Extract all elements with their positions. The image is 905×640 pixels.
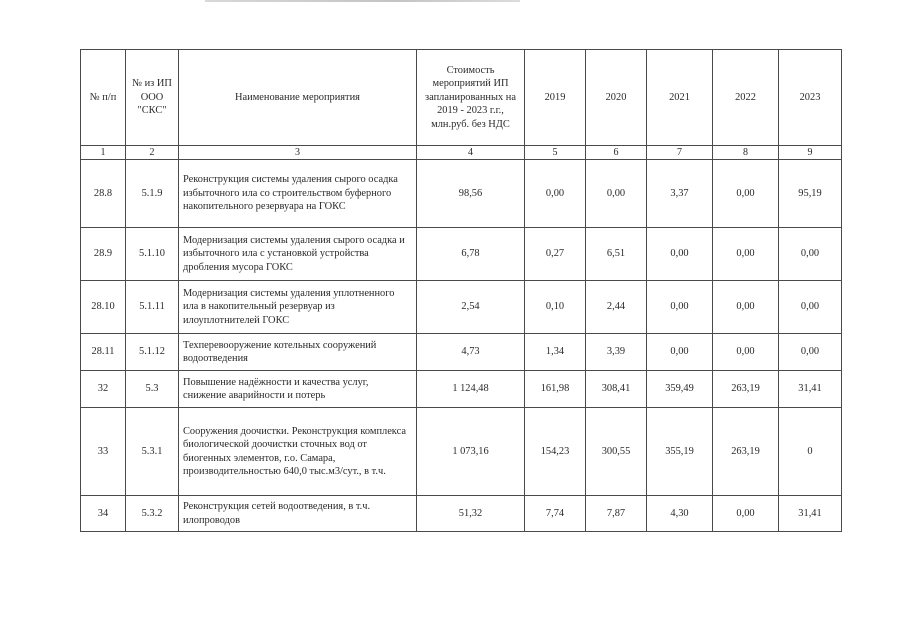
row-2020: 6,51 [586, 228, 647, 281]
row-ip: 5.1.9 [126, 160, 179, 228]
row-cost: 98,56 [417, 160, 525, 228]
row-name: Повышение надёжности и качества услуг, снижение аварийности и потерь [179, 371, 417, 408]
row-2023: 31,41 [779, 371, 842, 408]
row-2020: 7,87 [586, 496, 647, 532]
row-2022: 0,00 [713, 334, 779, 371]
row-2022: 0,00 [713, 228, 779, 281]
row-2023: 31,41 [779, 496, 842, 532]
column-index-row [81, 146, 842, 160]
row-ip: 5.1.10 [126, 228, 179, 281]
header-ip-num: № из ИП ООО "СКС" [126, 50, 179, 146]
row-2019: 161,98 [525, 371, 586, 408]
row-num: 28.8 [81, 160, 126, 228]
table-row [81, 408, 842, 496]
header-2022: 2022 [713, 50, 779, 146]
row-cost: 2,54 [417, 281, 525, 334]
row-2019: 1,34 [525, 334, 586, 371]
row-name: Модернизация системы удаления сырого осадка и избыточного ила с установкой устройства дробления мусора ГОКС [179, 228, 417, 281]
row-name: Реконструкция системы удаления сырого осадка избыточного ила со строительством буферного накопительного резервуара на ГОКС [179, 160, 417, 228]
index-cell: 6 [586, 146, 647, 160]
row-num: 34 [81, 496, 126, 532]
index-cell: 5 [525, 146, 586, 160]
row-2020: 0,00 [586, 160, 647, 228]
row-2023: 0 [779, 408, 842, 496]
table-row [81, 281, 842, 334]
header-cost: Стоимость мероприятий ИП запланированных на 2019 - 2023 г.г., млн.руб. без НДС [417, 50, 525, 146]
table-row [81, 160, 842, 228]
index-cell: 3 [179, 146, 417, 160]
index-cell: 1 [81, 146, 126, 160]
header-2019: 2019 [525, 50, 586, 146]
row-2021: 0,00 [647, 334, 713, 371]
row-cost: 1 124,48 [417, 371, 525, 408]
row-2023: 95,19 [779, 160, 842, 228]
index-cell: 9 [779, 146, 842, 160]
row-2020: 2,44 [586, 281, 647, 334]
row-2021: 359,49 [647, 371, 713, 408]
row-2022: 0,00 [713, 160, 779, 228]
table-row [81, 371, 842, 408]
row-2022: 0,00 [713, 496, 779, 532]
table-row [81, 228, 842, 281]
row-ip: 5.1.12 [126, 334, 179, 371]
row-ip: 5.3 [126, 371, 179, 408]
row-2023: 0,00 [779, 281, 842, 334]
investment-program-table [80, 49, 842, 532]
row-2020: 308,41 [586, 371, 647, 408]
index-cell: 4 [417, 146, 525, 160]
row-num: 32 [81, 371, 126, 408]
header-2021: 2021 [647, 50, 713, 146]
header-2023: 2023 [779, 50, 842, 146]
row-cost: 4,73 [417, 334, 525, 371]
row-2021: 3,37 [647, 160, 713, 228]
scan-edge-line [205, 0, 520, 2]
table-row [81, 496, 842, 532]
row-num: 28.10 [81, 281, 126, 334]
row-2023: 0,00 [779, 228, 842, 281]
table-row [81, 334, 842, 371]
row-2020: 300,55 [586, 408, 647, 496]
row-2019: 0,00 [525, 160, 586, 228]
row-cost: 51,32 [417, 496, 525, 532]
row-2022: 0,00 [713, 281, 779, 334]
row-2021: 355,19 [647, 408, 713, 496]
row-num: 28.11 [81, 334, 126, 371]
index-cell: 8 [713, 146, 779, 160]
row-cost: 6,78 [417, 228, 525, 281]
row-2022: 263,19 [713, 408, 779, 496]
index-cell: 7 [647, 146, 713, 160]
row-name: Реконструкция сетей водоотведения, в т.ч. илопроводов [179, 496, 417, 532]
row-2020: 3,39 [586, 334, 647, 371]
row-2019: 7,74 [525, 496, 586, 532]
row-2019: 0,27 [525, 228, 586, 281]
row-name: Техперевооружение котельных сооружений водоотведения [179, 334, 417, 371]
row-2021: 4,30 [647, 496, 713, 532]
row-name: Модернизация системы удаления уплотненного ила в накопительный резервуар из илоуплотнителей ГОКС [179, 281, 417, 334]
row-ip: 5.3.2 [126, 496, 179, 532]
row-num: 28.9 [81, 228, 126, 281]
row-2021: 0,00 [647, 228, 713, 281]
row-ip: 5.1.11 [126, 281, 179, 334]
row-num: 33 [81, 408, 126, 496]
index-cell: 2 [126, 146, 179, 160]
row-ip: 5.3.1 [126, 408, 179, 496]
row-2019: 154,23 [525, 408, 586, 496]
row-2019: 0,10 [525, 281, 586, 334]
row-2023: 0,00 [779, 334, 842, 371]
header-name: Наименование мероприятия [179, 50, 417, 146]
header-2020: 2020 [586, 50, 647, 146]
header-num: № п/п [81, 50, 126, 146]
row-cost: 1 073,16 [417, 408, 525, 496]
row-2022: 263,19 [713, 371, 779, 408]
row-name: Сооружения доочистки. Реконструкция комплекса биологической доочистки сточных вод от биогенных элементов, г.о. Самара, производительностью 640,0 тыс.м3/сут., в т.ч. [179, 408, 417, 496]
row-2021: 0,00 [647, 281, 713, 334]
header-row [81, 50, 842, 146]
